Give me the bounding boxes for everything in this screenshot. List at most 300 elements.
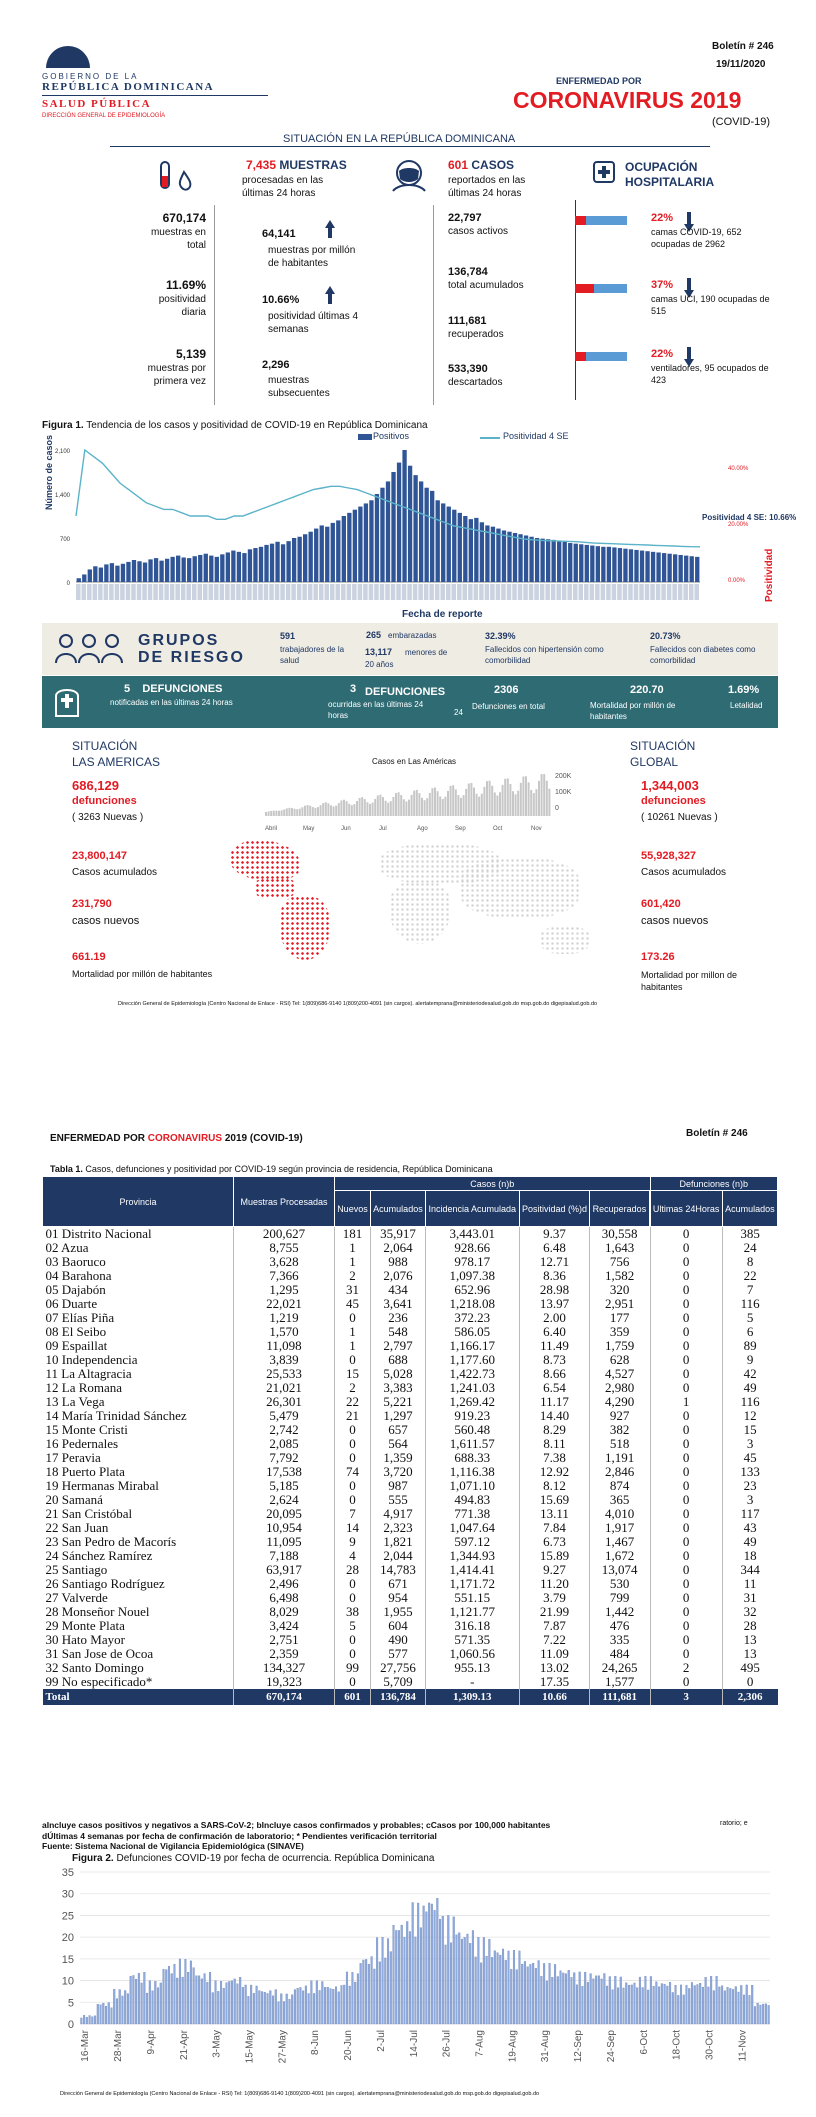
table-row [43,1647,778,1661]
death-bar [343,1985,345,2024]
table-cell: 2,044 [370,1549,425,1563]
americas-month-label: Sep [455,826,466,832]
americas-bar [434,788,436,816]
table-cell: 0 [722,1675,777,1689]
casos-recup-label: recuperados [448,329,504,340]
death-bar [617,1988,619,2024]
americas-bar [265,812,267,816]
death-bar [253,1993,255,2024]
fig2-xtick: 28-Mar [113,2030,125,2062]
th-positividad: Positividad (%)d [519,1191,590,1227]
menores-num: 13,117 [365,647,393,657]
death-bar [272,1996,274,2024]
table-cell: 756 [590,1255,649,1269]
death-bar [571,1977,573,2024]
americas-bar [398,792,400,816]
death-bar [694,1986,696,2024]
case-bar [380,488,384,582]
case-bar [325,527,329,582]
fig1-xtick [645,584,650,600]
fig1-xtick [142,584,147,600]
table-cell: 1,241.03 [426,1381,520,1395]
fig1-xtick [457,584,462,600]
fig1-xtick [623,584,628,600]
case-bar [215,557,219,582]
death-bar [743,1995,745,2024]
table-cell: 2,742 [234,1423,335,1437]
table-cell: 1,917 [590,1521,649,1535]
death-bar [157,1988,159,2024]
death-bar [609,1977,611,2024]
death-bar [198,1976,200,2024]
table-cell: 26,301 [234,1395,335,1409]
table-cell: 6,498 [234,1591,335,1605]
death-bar [680,1985,682,2024]
fig1-xtick [153,584,158,600]
americas-bar [499,792,501,816]
death-bar [365,1959,367,2024]
fig1-xtick [694,584,699,600]
table-row [43,1255,778,1269]
table-cell: 8.73 [519,1353,590,1367]
americas-mort-num: 661.19 [72,951,106,963]
global-acum-label: Casos acumulados [641,867,727,878]
death-bar [702,1987,704,2024]
ventiladores-pct: 22% [651,348,674,360]
province-name: 12 La Romana [45,1380,123,1395]
case-bar [259,547,263,582]
table-cell: 2.00 [519,1311,590,1325]
province-name: 32 Santo Domingo [45,1660,144,1675]
province-name: 20 Samaná [45,1492,103,1507]
death-bar [283,2001,285,2024]
americas-bar [528,782,530,816]
death-bar [102,2003,104,2024]
death-bar [308,1993,310,2024]
table-cell: 551.15 [426,1591,520,1605]
am-tick-1: 100K [555,789,572,796]
trabajadores-label: trabajadores de la salud [280,645,345,665]
case-bar [667,554,671,582]
death-bar [502,1949,504,2024]
death-bar [593,1979,595,2024]
table-cell: 117 [722,1507,777,1521]
death-bar [305,1986,307,2024]
death-bar [491,1957,493,2024]
case-bar [391,472,395,582]
table-cell: 12.71 [519,1255,590,1269]
table-cell: 0 [650,1647,722,1661]
global-def-new: ( 10261 Nuevas ) [641,812,718,823]
americas-bar [325,802,327,816]
table-cell: 3,424 [234,1619,335,1633]
table-cell: 15 [335,1367,371,1381]
diabetes-label: Fallecidos con diabetes como comorbilidad [650,645,756,665]
fig1-ylabel: Número de casos [44,434,54,510]
case-bar [535,538,539,582]
death-bar [226,1983,228,2024]
americas-new-num: 231,790 [72,898,112,910]
case-bar [640,551,644,582]
table-row [43,1311,778,1325]
table-row [43,1619,778,1633]
case-bar [436,500,440,582]
americas-bar [548,789,550,816]
hospital-bed-icon [592,160,616,184]
death-bar [420,1928,422,2024]
fig1-xtick [446,584,451,600]
americas-acum-num: 23,800,147 [72,850,128,862]
case-bar [485,525,489,582]
death-bar [316,1981,318,2024]
letalidad-label: Letalidad [730,701,763,710]
death-bar [311,1981,313,2024]
table-cell: 0 [650,1619,722,1633]
case-bar [447,507,451,582]
case-bar [690,556,694,582]
case-bar [159,561,163,582]
table-cell: 9.37 [519,1227,590,1242]
table-cell: 1,097.38 [426,1269,520,1283]
fig1-xtick [192,584,197,600]
casos-acum-num: 136,784 [448,266,488,278]
fig1-xtick [115,584,120,600]
total-row [43,1689,778,1705]
table-row [43,1661,778,1675]
table-cell: 874 [590,1479,649,1493]
death-bar [174,1964,176,2024]
death-bar [521,1964,523,2024]
death-bar [250,1985,252,2024]
ocupacion-title1: OCUPACIÓN [625,160,698,174]
table-cell: 628 [590,1353,649,1367]
table-cell: 25,533 [234,1367,335,1381]
table-row [43,1227,778,1242]
case-bar [314,529,318,582]
table-cell: 12 [722,1409,777,1423]
americas-bar [294,809,296,816]
table-cell: 671 [370,1577,425,1591]
death-bar [196,1976,198,2024]
death-bar [426,1912,428,2024]
case-bar [320,525,324,582]
fig2-xtick: 24-Sep [605,2030,617,2063]
table-cell: 335 [590,1633,649,1647]
legend-bars-swatch [358,434,372,440]
provincias-table [42,1176,778,1705]
table-cell: 560.48 [426,1423,520,1437]
death-bar [469,1943,471,2024]
death-bar [636,1988,638,2024]
table-cell: 9 [335,1535,371,1549]
case-bar [408,466,412,582]
fig1-xtick [468,584,473,600]
table-cell: 1,414.41 [426,1563,520,1577]
table-cell: 476 [590,1619,649,1633]
death-bar [699,1983,701,2024]
table-cell: 7,366 [234,1269,335,1283]
global-mort-label: Mortalidad por millon de habitantes [641,970,738,992]
case-bar [358,507,362,582]
table-cell: 63,917 [234,1563,335,1577]
fig1-xtick [584,584,589,600]
americas-bar [390,801,392,816]
pos-4sem-num: 10.66% [262,294,300,306]
table-cell: 32 [722,1605,777,1619]
case-bar [563,542,567,582]
fig2-caption: Defunciones COVID-19 por fecha de ocurrencia. República Dominicana [116,1853,435,1864]
casos-acum-label: total acumulados [448,280,524,291]
table-source: Fuente: Sistema Nacional de Vigilancia Epidemiológica (SINAVE) [42,1841,304,1851]
table-cell: 2,359 [234,1647,335,1661]
table-row [43,1479,778,1493]
americas-bar [515,794,517,816]
case-bar [93,566,97,582]
case-bar [397,463,401,582]
table-cell: 12.92 [519,1465,590,1479]
def-24h-label: notificadas en las últimas 24 horas [110,698,233,707]
table-cell: 316.18 [426,1619,520,1633]
death-bar [116,1999,118,2024]
province-name: 05 Dajabón [45,1282,106,1297]
table-cell: 530 [590,1577,649,1591]
table-row [43,1395,778,1409]
table-cell: 0 [650,1423,722,1437]
americas-bar [338,803,340,816]
table-cell: 1 [650,1395,722,1409]
case-bar [607,547,611,582]
americas-month-label: May [303,826,315,832]
table-cell: 955.13 [426,1661,520,1675]
table-cell: 11 [722,1577,777,1591]
muestras-headline-word: MUESTRAS [279,158,347,172]
legend-bars-label: Positivos [373,431,410,441]
def-ocurr-label: ocurridas en las últimas 24 horas [328,700,424,720]
table-cell: 652.96 [426,1283,520,1297]
death-bar [168,1966,170,2024]
fig1-xtick [170,584,175,600]
fig1-xtick [148,584,153,600]
fig1-xtick [363,584,368,600]
death-bar [187,1972,189,2024]
case-bar [242,553,246,582]
casos-desc-label: descartados [448,377,503,388]
death-bar [669,1982,671,2024]
americas-bar [343,800,345,816]
fig1-xtick [435,584,440,600]
death-bar [497,1953,499,2024]
death-bar [688,1988,690,2024]
case-bar [568,543,572,582]
table-cell: 3,839 [234,1353,335,1367]
case-bar [104,564,108,582]
def-total-label: Defunciones en total [472,702,545,711]
province-name: 29 Monte Plata [45,1618,125,1633]
table-cell: 89 [722,1339,777,1353]
death-bar [294,1990,296,2024]
death-bar [111,2008,113,2024]
table-cell: 2,624 [234,1493,335,1507]
death-bar [327,1987,329,2024]
case-bar [402,450,406,582]
fig2-xtick: 30-Oct [704,2030,716,2061]
global-title2: GLOBAL [630,755,679,769]
table-cell: 22 [335,1395,371,1409]
case-bar [540,539,544,582]
americas-bar [317,807,319,816]
am-tick-0: 200K [555,773,572,780]
death-bar [261,1992,263,2024]
death-bar [89,2016,91,2024]
fig1-xtick [606,584,611,600]
footer-page2: Dirección General de Epidemiología (Centro Nacional de Enlace - RSI) Tel: 1(809)686-9140 1(809)200-4091 (sin cargos). alertatemprana@ministeriodesalud.gob.do msp.gob.do digepisalud.gob.do [60,2091,540,2097]
table-cell: 1,166.17 [426,1339,520,1353]
fig1-xtick [374,584,379,600]
table-cell: 19,323 [234,1675,335,1689]
table-row [43,1381,778,1395]
legend-line-swatch [480,437,500,439]
death-bar [127,1994,129,2024]
americas-chart-title: Casos en Las Américas [372,757,457,766]
case-bar [82,574,86,582]
case-bar [347,513,351,582]
table-cell: 3,628 [234,1255,335,1269]
case-bar [629,549,633,582]
fig1-xtick [280,584,285,600]
table-cell: 7,188 [234,1549,335,1563]
fig1-xtick [269,584,274,600]
case-bar [645,551,649,582]
death-bar [324,1987,326,2024]
def-ocurr-num: 3 [350,683,357,695]
table-cell: 597.12 [426,1535,520,1549]
americas-bar [392,797,394,816]
death-bar [431,1904,433,2024]
americas-bar [307,805,309,816]
table-cell: 0 [335,1423,371,1437]
fig1-xtick [319,584,324,600]
province-name: 30 Hato Mayor [45,1632,125,1647]
death-bar [319,1990,321,2024]
fig2-xtick: 9-Apr [145,2030,157,2055]
subsec-num: 2,296 [262,359,290,371]
fig2-ytick: 20 [61,1932,74,1945]
fig1-xtick [678,584,683,600]
table-cell: 8.12 [519,1479,590,1493]
fig2-xtick: 12-Sep [573,2030,585,2063]
americas-title2: LAS AMERICAS [72,755,161,769]
province-name: 28 Monseñor Nouel [45,1604,150,1619]
americas-bar [314,808,316,816]
death-bar [732,1989,734,2024]
americas-month-label: Nov [531,826,542,832]
table-cell: 1,821 [370,1535,425,1549]
case-bar [419,481,423,582]
table-cell: 0 [650,1675,722,1689]
table-cell: 0 [335,1451,371,1465]
table-cell: 1,643 [590,1241,649,1255]
riesgo-title1: GRUPOS [138,632,220,649]
death-bar [543,1963,545,2024]
table-cell: 1 [335,1339,371,1353]
enfermedad-por: ENFERMEDAD POR [556,76,642,86]
fig1-xtick [485,584,490,600]
table-cell: 1,442 [590,1605,649,1619]
table-cell: 548 [370,1325,425,1339]
death-bar [286,1994,288,2024]
table-cell: 134,327 [234,1661,335,1675]
death-bar [154,1981,156,2024]
death-bar [179,1959,181,2024]
fig1-xtick [98,584,103,600]
death-bar [119,1990,121,2024]
table-cell: 1 [335,1325,371,1339]
death-bar [239,1977,241,2024]
table-cell: 5 [335,1619,371,1633]
fig2-xtick: 15-May [244,2030,256,2064]
americas-bar [382,797,384,816]
fig1-xtick [634,584,639,600]
death-bar [760,2005,762,2024]
fig1-xtick [579,584,584,600]
table-cell: 2,751 [234,1633,335,1647]
p2-title-pre: ENFERMEDAD POR [50,1133,148,1144]
ventiladores-bar [575,352,627,361]
def-24h-word: DEFUNCIONES [142,683,223,695]
americas-bar [418,793,420,816]
americas-bar [364,799,366,816]
global-new-label: casos nuevos [641,915,709,927]
fig2-xtick: 27-May [277,2030,289,2064]
americas-month-label: Oct [493,826,503,832]
americas-bar [491,786,493,816]
death-bar [631,1985,633,2024]
table-cell: 365 [590,1493,649,1507]
death-bar [428,1903,430,2024]
fig2-xtick: 16-Mar [80,2030,92,2062]
death-bar [519,1951,521,2024]
death-bar [721,1986,723,2024]
americas-bar [504,779,506,816]
fig1-xtick [209,584,214,600]
table-cell: 4 [335,1549,371,1563]
table-cell: 0 [650,1577,722,1591]
fig1-xtick [540,584,545,600]
table-row [43,1451,778,1465]
muestras-total-label: muestras en total [150,227,206,251]
table-cell: 13.97 [519,1297,590,1311]
casos-activos-num: 22,797 [448,212,482,224]
fig1-ytick-right: 40.00% [728,466,749,472]
table-cell: 0 [650,1493,722,1507]
total-cell: Total [43,1689,234,1705]
death-bar [647,1990,649,2024]
table-cell: 564 [370,1437,425,1451]
fig1-xtick [391,584,396,600]
case-bar [413,475,417,582]
death-bar [628,1985,630,2024]
muestras-headline-sub: procesadas en las últimas 24 horas [242,175,324,199]
direction-name: DIRECCIÓN GENERAL DE EPIDEMIOLOGÍA [42,113,166,119]
fig1-xtick [590,584,595,600]
death-bar [291,1995,293,2024]
table-row [43,1633,778,1647]
case-bar [491,527,495,582]
death-bar [212,1993,214,2024]
table-cell: 0 [650,1367,722,1381]
americas-bar [450,786,452,816]
table-cell: 1,191 [590,1451,649,1465]
